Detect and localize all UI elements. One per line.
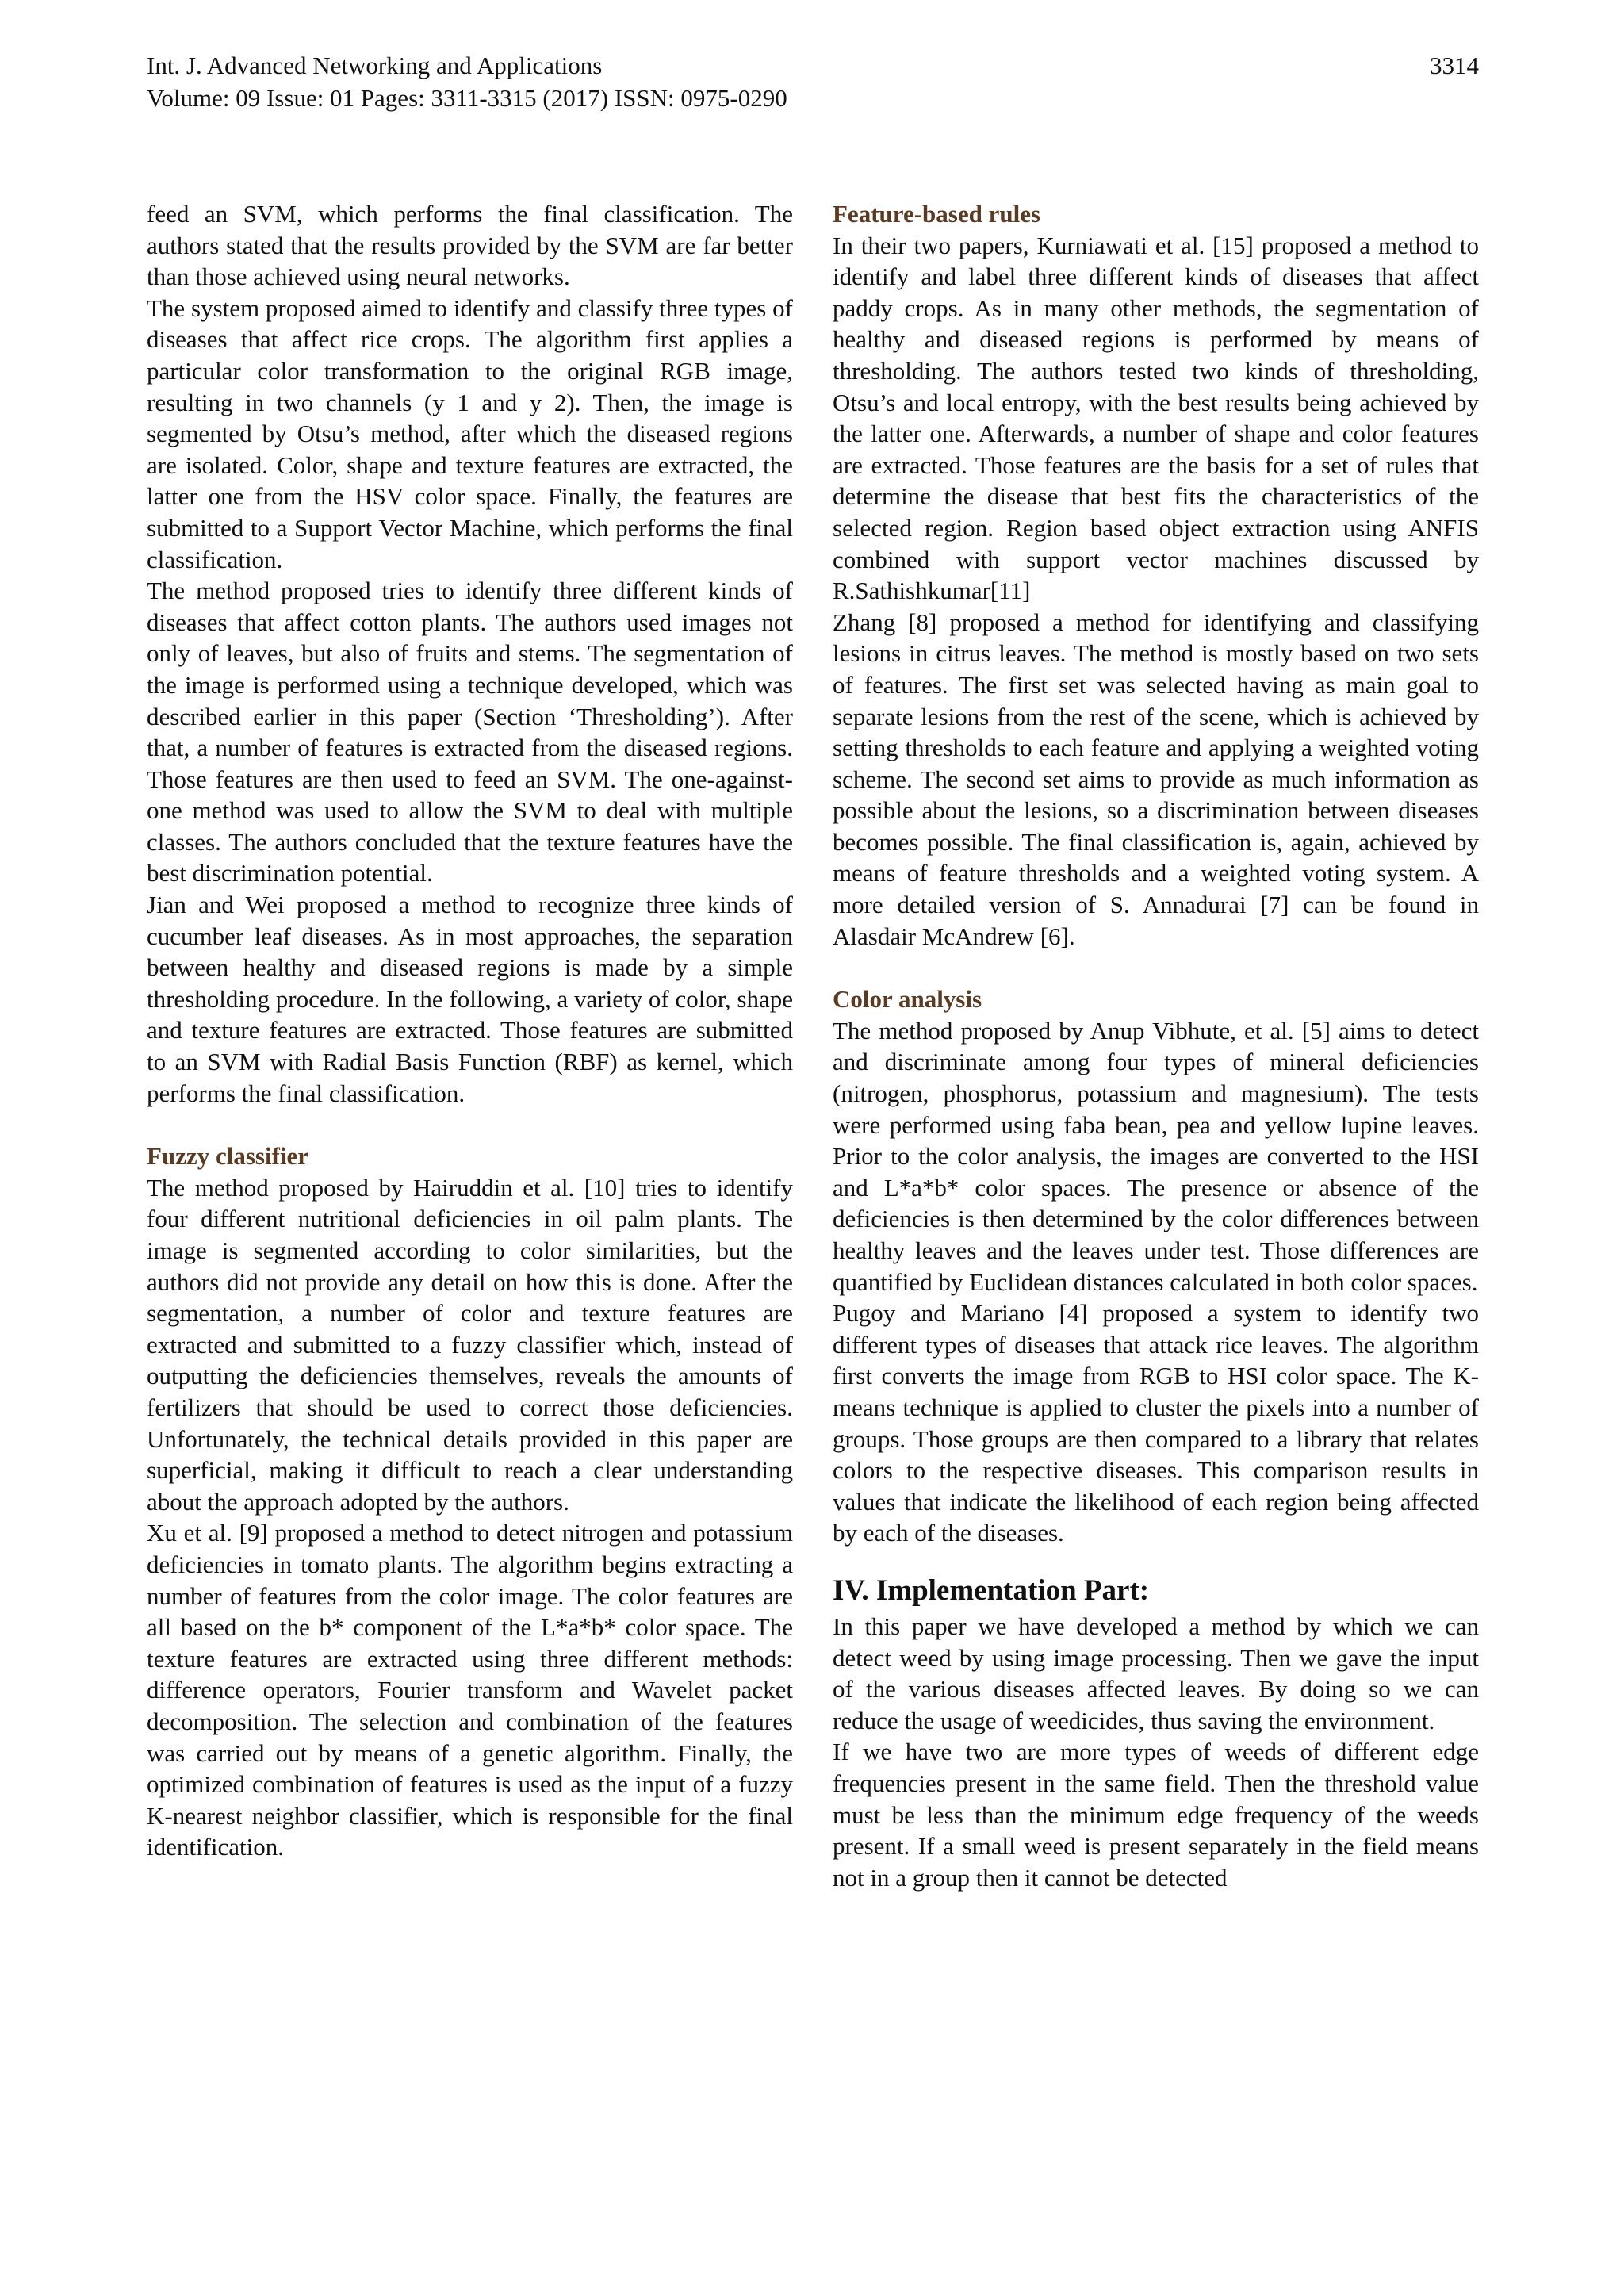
implementation-section-title: IV. Implementation Part: — [833, 1573, 1150, 1607]
right-paragraph-3: The method proposed by Anup Vibhute, et al. [5] aims to detect and discriminate among four types of mineral deficiencies (nitrogen, phosphorus, potassium and magnesium). The tests were performed using faba bean, pea and yellow lupine leaves. Prior to the color analysis, the images are converted to the HSI and L*a*b* color spaces. The presence or absence of the deficiencies is then determined by the color differences between healthy leaves and the leaves under test. Those differences are quantified by Euclidean distances calculated in both color spaces. — [833, 1016, 1479, 1296]
running-header — [147, 49, 1479, 114]
left-paragraph-6: Xu et al. [9] proposed a method to detect nitrogen and potassium deficiencies in tomato plants. The algorithm begins extracting a number of features from the color image. The color features are all based on the b* component of the L*a*b* color space. The texture features are extracted using three different methods: difference operators, Fourier transform and Wavelet packet decomposition. The selection and combination of the features was carried out by means of a genetic algorithm. Finally, the optimized combination of features is used as the input of a fuzzy K-nearest neighbor classifier, which is responsible for the final identification. — [147, 1519, 793, 1861]
spacer — [147, 1109, 793, 1140]
left-paragraph-1: feed an SVM, which performs the final classification. The authors stated that the results provided by the SVM are far better than those achieved using neural networks. — [147, 200, 793, 291]
spacer — [833, 952, 1479, 983]
right-paragraph-6: If we have two are more types of weeds of different edge frequencies present in the same field. Then the threshold value must be less than the minimum edge frequency of the weeds present. If a small weed is present separately in the field means not in a group then it cannot be detected — [833, 1738, 1479, 1892]
volume-info: Volume: 09 Issue: 01 Pages: 3311-3315 (2017) ISSN: 0975-0290 — [147, 84, 787, 112]
right-paragraph-5: In this paper we have developed a method by which we can detect weed by using image processing. Then we gave the input of the various diseases affected leaves. By doing so we can reduce the usage of weedicides, thus saving the environment. — [833, 1612, 1479, 1734]
journal-name: Int. J. Advanced Networking and Applications — [147, 52, 603, 79]
right-paragraph-4: Pugoy and Mariano [4] proposed a system to identify two different types of diseases that attack rice leaves. The algorithm first converts the image from RGB to HSI color space. The K-means technique is applied to cluster the pixels into a number of groups. Those groups are then compared to a library that relates colors to the respective diseases. This comparison results in values that indicate the likelihood of each region being affected by each of the diseases. — [833, 1299, 1479, 1547]
left-paragraph-2: The system proposed aimed to identify and classify three types of diseases that affect rice crops. The algorithm first applies a particular color transformation to the original RGB image, resulting in two channels (y 1 and y 2). Then, the image is segmented by Otsu’s method, after which the diseased regions are isolated. Color, shape and texture features are extracted, the latter one from the HSV color space. Finally, the features are submitted to a Support Vector Machine, which performs the final classification. — [147, 293, 793, 573]
left-paragraph-5: The method proposed by Hairuddin et al. [10] tries to identify four different nutritional deficiencies in oil palm plants. The image is segmented according to color similarities, but the authors did not provide any detail on how this is done. After the segmentation, a number of color and texture features are extracted and submitted to a fuzzy classifier which, instead of outputting the deficiencies themselves, reveals the amounts of fertilizers that should be used to correct those deficiencies. Unfortunately, the technical details provided in this paper are superficial, making it difficult to reach a clear understanding about the approach adopted by the authors. — [147, 1173, 793, 1516]
left-paragraph-3: The method proposed tries to identify three different kinds of diseases that affect cotton plants. The authors used images not only of leaves, but also of fruits and stems. The segmentation of the image is performed using a technique developed, which was described earlier in this paper (Section ‘Thresholding’). After that, a number of features is extracted from the diseased regions. Those features are then used to feed an SVM. The one-against-one method was used to allow the SVM to deal with multiple classes. The authors concluded that the texture features have the best discrimination potential. — [147, 577, 793, 887]
right-paragraph-1: In their two papers, Kurniawati et al. [15] proposed a method to identify and label three different kinds of diseases that affect paddy crops. As in many other methods, the segmentation of healthy and diseased regions is performed by means of thresholding. The authors tested two kinds of thresholding, Otsu’s and local entropy, with the best results being achieved by the latter one. Afterwards, a number of shape and color features are extracted. Those features are the basis for a set of rules that determine the disease that best fits the characteristics of the selected region. Region based object extraction using ANFIS combined with support vector machines discussed by R.Sathishkumar[11] — [833, 231, 1479, 605]
spacer — [833, 1549, 1479, 1571]
page-number: 3314 — [1430, 52, 1479, 79]
right-column — [833, 198, 1479, 1893]
left-column — [147, 198, 793, 1863]
feature-based-rules-heading: Feature-based rules — [833, 200, 1041, 228]
right-paragraph-2: Zhang [8] proposed a method for identifying and classifying lesions in citrus leaves. The method is mostly based on two sets of features. The first set was selected having as main goal to separate lesions from the rest of the scene, which is achieved by setting thresholds to each feature and applying a weighted voting scheme. The second set aims to provide as much information as possible about the lesions, so a discrimination between diseases becomes possible. The final classification is, again, achieved by means of feature thresholds and a weighted voting system. A more detailed version of S. Annadurai [7] can be found in Alasdair McAndrew [6]. — [833, 608, 1479, 950]
left-paragraph-4: Jian and Wei proposed a method to recognize three kinds of cucumber leaf diseases. As in most approaches, the separation between healthy and diseased regions is made by a simple thresholding procedure. In the following, a variety of color, shape and texture features are extracted. Those features are submitted to an SVM with Radial Basis Function (RBF) as kernel, which performs the final classification. — [147, 891, 793, 1107]
fuzzy-classifier-heading: Fuzzy classifier — [147, 1142, 309, 1171]
color-analysis-heading: Color analysis — [833, 985, 982, 1014]
